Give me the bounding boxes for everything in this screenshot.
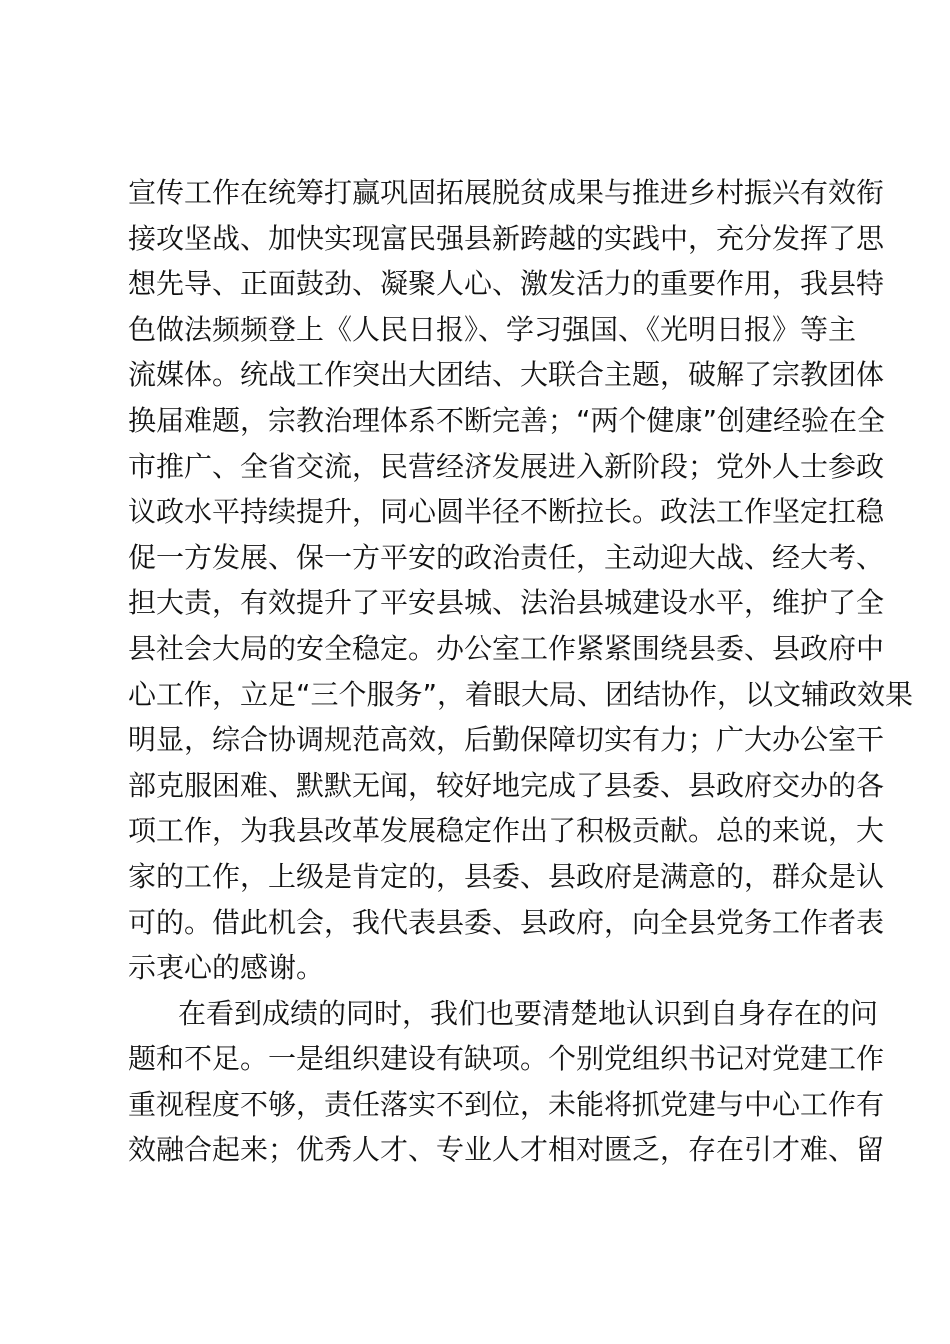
paragraph-line: 项工作，为我县改革发展稳定作出了积极贡献。总的来说，大 — [128, 814, 885, 848]
paragraph-line: 可的。借此机会，我代表县委、县政府，向全县党务工作者表 — [128, 905, 885, 939]
paragraph-line: 宣传工作在统筹打赢巩固拓展脱贫成果与推进乡村振兴有效衔 — [128, 176, 885, 209]
paragraph-line: 重视程度不够，责任落实不到位，未能将抓党建与中心工作有 — [128, 1087, 885, 1121]
paragraph-line: 促一方发展、保一方平安的政治责任，主动迎大战、经大考、 — [128, 540, 885, 574]
paragraph-line: 心工作，立足“三个服务”，着眼大局、团结协作，以文辅政效果 — [128, 677, 914, 711]
paragraph-line: 明显，综合协调规范高效，后勤保障切实有力；广大办公室干 — [128, 723, 885, 757]
paragraph-line: 部克服困难、默默无闻，较好地完成了县委、县政府交办的各 — [128, 768, 885, 802]
paragraph-line: 流媒体。统战工作突出大团结、大联合主题，破解了宗教团体 — [128, 358, 885, 392]
paragraph-line: 家的工作，上级是肯定的，县委、县政府是满意的，群众是认 — [128, 859, 885, 893]
paragraph-line: 县社会大局的安全稳定。办公室工作紧紧围绕县委、县政府中 — [128, 631, 885, 665]
paragraph-line: 示衷心的感谢。 — [128, 951, 325, 985]
paragraph-line: 效融合起来；优秀人才、专业人才相对匮乏，存在引才难、留 — [128, 1133, 885, 1167]
document-body — [128, 170, 914, 1173]
paragraph-line: 市推广、全省交流，民营经济发展进入新阶段；党外人士参政 — [128, 449, 885, 483]
paragraph-line: 议政水平持续提升，同心圆半径不断拉长。政法工作坚定扛稳 — [128, 495, 885, 529]
paragraph-line: 换届难题，宗教治理体系不断完善；“两个健康”创建经验在全 — [128, 403, 886, 437]
paragraph-line: 接攻坚战、加快实现富民强县新跨越的实践中，充分发挥了思 — [128, 221, 885, 255]
paragraph-line: 色做法频频登上《人民日报》、学习强国、《光明日报》等主 — [128, 312, 857, 346]
paragraph-line: 在看到成绩的同时，我们也要清楚地认识到自身存在的问 — [178, 996, 879, 1030]
paragraph-line: 题和不足。一是组织建设有缺项。个别党组织书记对党建工作 — [128, 1042, 885, 1076]
paragraph-line: 担大责，有效提升了平安县城、法治县城建设水平，维护了全 — [128, 586, 885, 620]
paragraph-line: 想先导、正面鼓劲、凝聚人心、激发活力的重要作用，我县特 — [128, 267, 885, 301]
